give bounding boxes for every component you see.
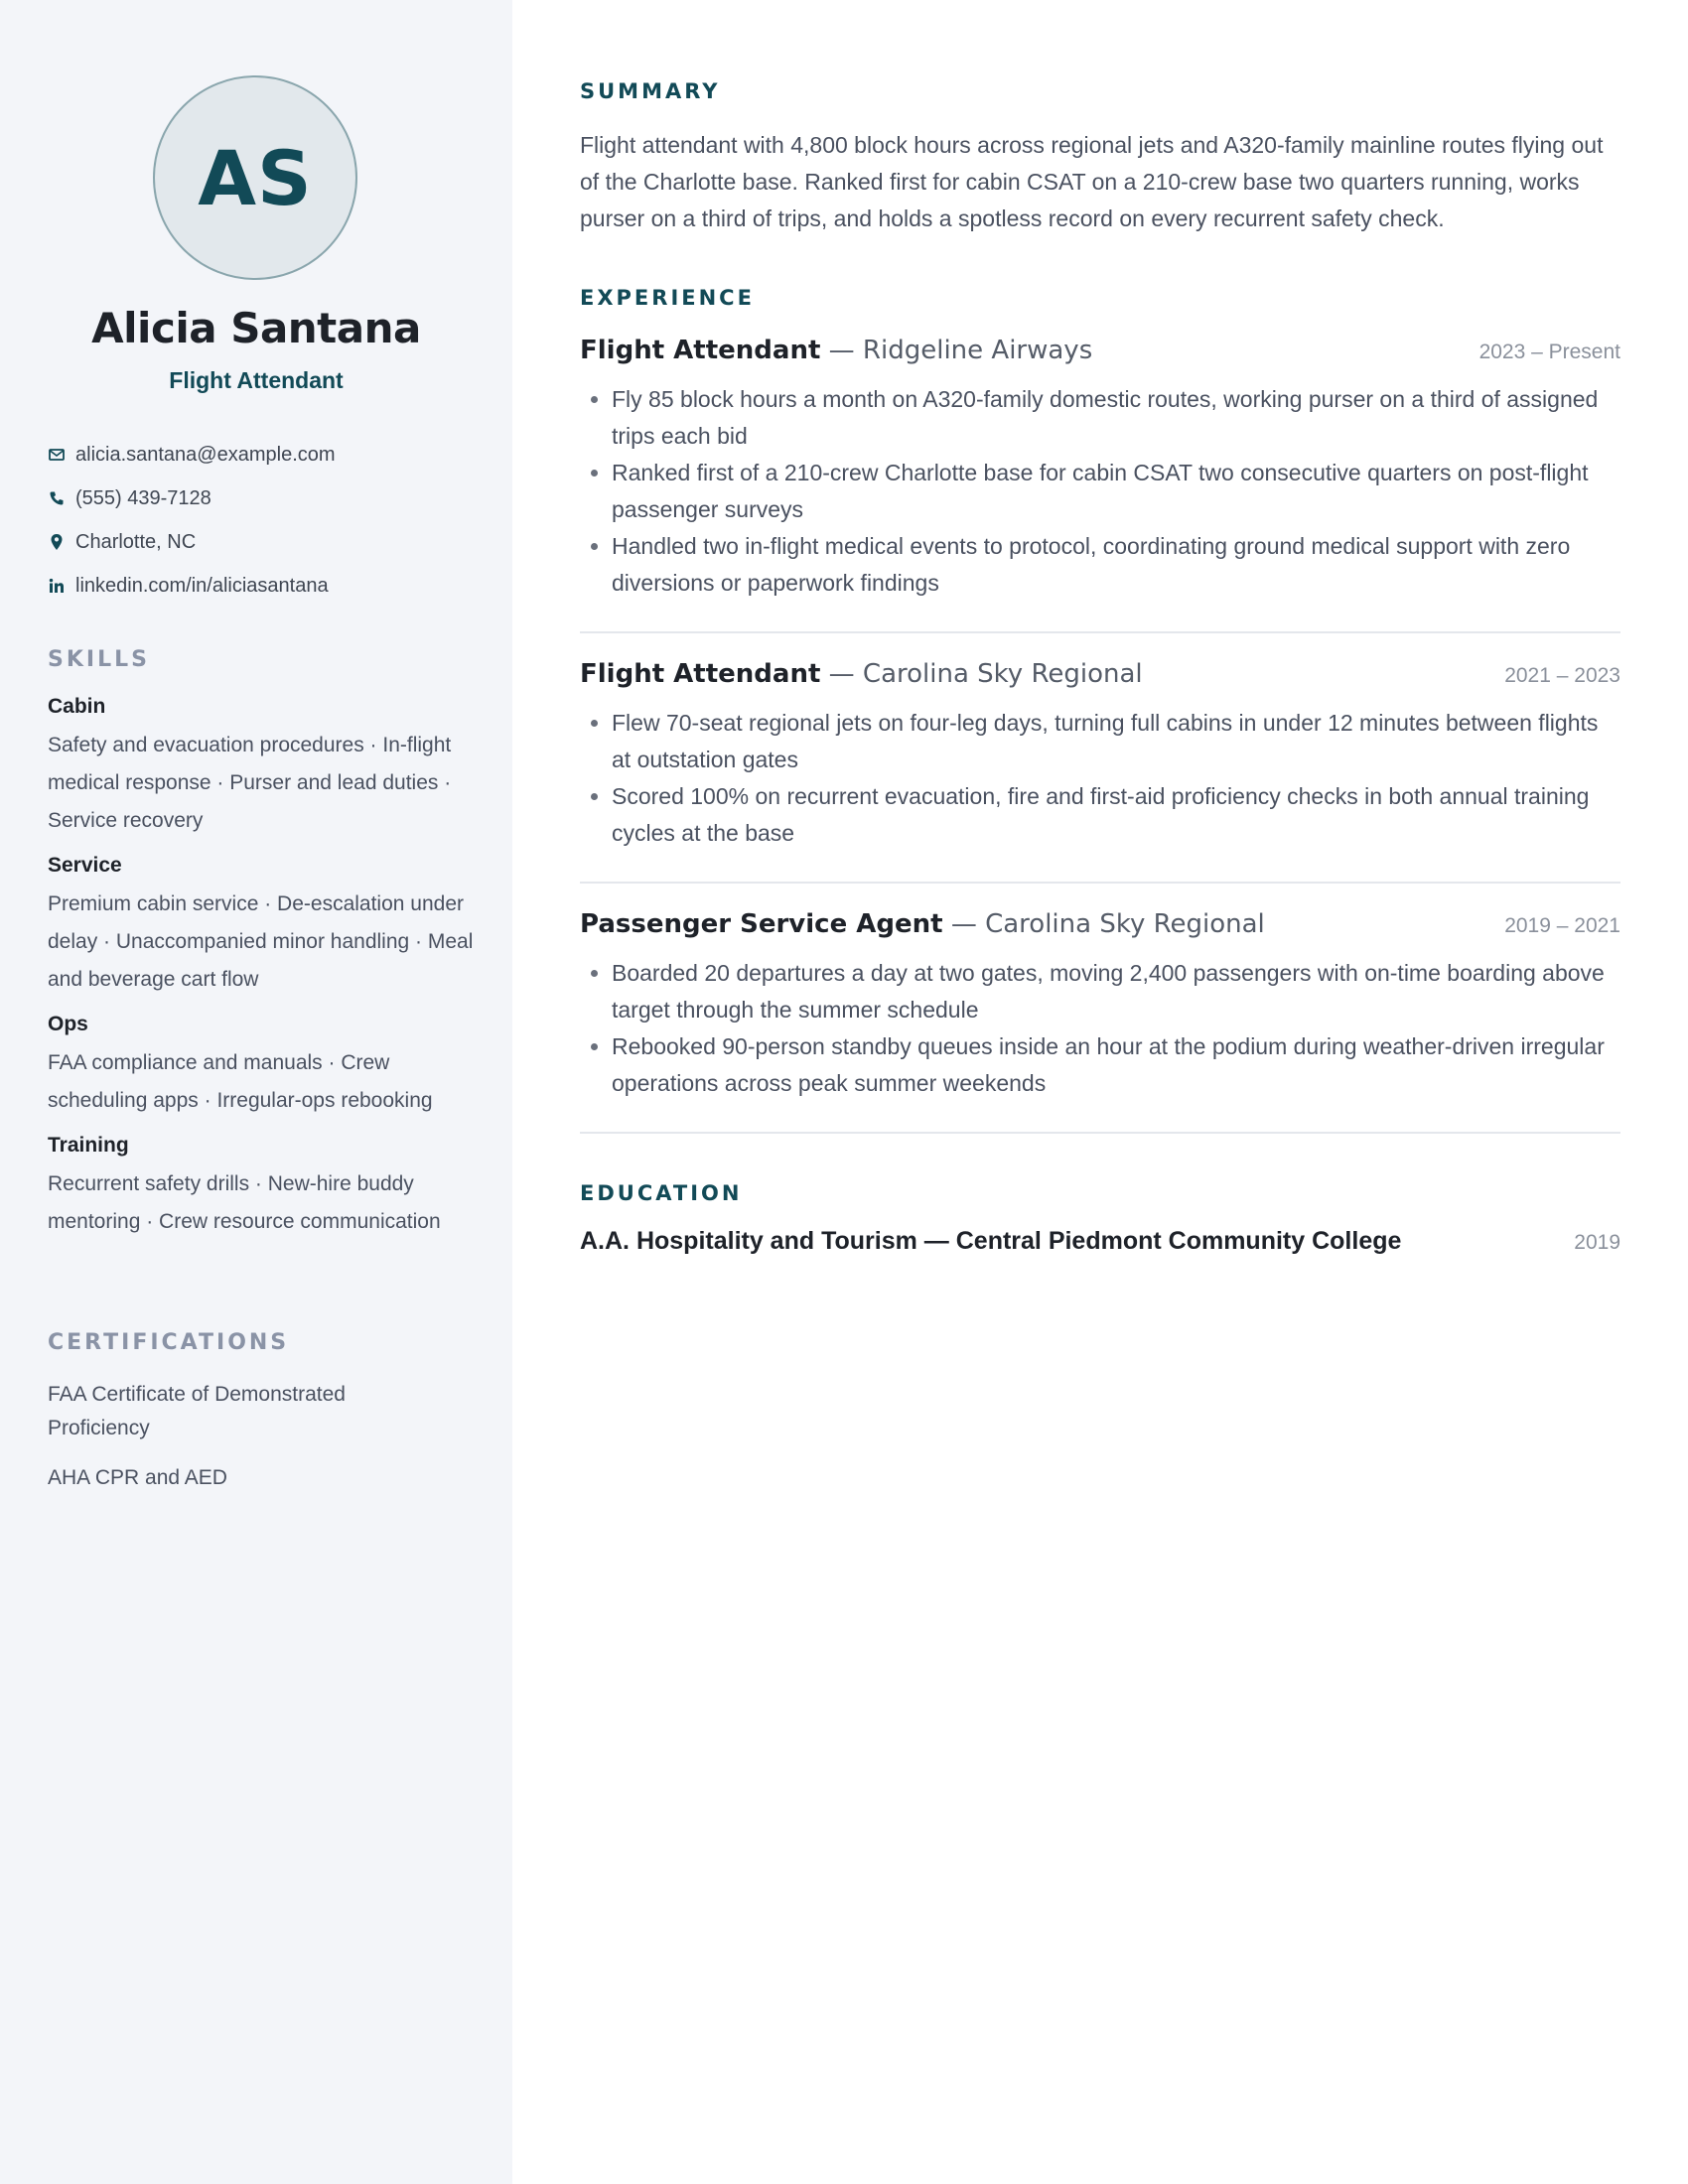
job-bullet: • Flew 70-seat regional jets on four-leg days, turning full cabins in under 12 minutes between flights at outstation gates: [612, 705, 1620, 778]
skill-group: [48, 695, 475, 840]
job-title: Flight Attendant: [580, 336, 821, 365]
job-bullets: [580, 705, 1620, 852]
skill-items: Safety and evacuation procedures · In-flight medical response · Purser and lead duties · Service recovery: [48, 734, 452, 832]
skill-items: Recurrent safety drills · New-hire buddy mentoring · Crew resource communication: [48, 1172, 441, 1233]
candidate-name: Alicia Santana: [91, 304, 421, 352]
certification-item: AHA CPR and AED: [48, 1466, 227, 1489]
skills-heading: SKILLS: [48, 647, 150, 672]
skill-group: [48, 1013, 475, 1120]
job-bullet: • Fly 85 block hours a month on A320-family domestic routes, working purser on a third of assigned trips each bid: [612, 381, 1620, 455]
phone-icon: [48, 489, 66, 507]
job-dates: 2021 – 2023: [1504, 664, 1620, 687]
job-bullet: • Boarded 20 departures a day at two gates, moving 2,400 passengers with on-time boarding above target through the summer schedule: [612, 955, 1620, 1028]
summary-text: Flight attendant with 4,800 block hours across regional jets and A320-family mainline routes flying out of the Charlotte base. Ranked first for cabin CSAT on a 210-crew base two quarters running, works purser on a third of trips, and holds a spotless record on every recurrent safety check.: [580, 132, 1604, 231]
job-bullet: • Scored 100% on recurrent evacuation, fire and first-aid proficiency checks in both annual training cycles at the base: [612, 778, 1620, 852]
section-divider: [580, 1132, 1620, 1134]
contact-linkedin[interactable]: [48, 564, 336, 608]
avatar: [153, 75, 357, 280]
certification-item: FAA Certificate of Demonstrated Proficiency: [48, 1383, 346, 1439]
job-company: — Ridgeline Airways: [820, 336, 1093, 365]
education-degree: A.A. Hospitality and Tourism — Central Piedmont Community College: [580, 1227, 1402, 1255]
job-company: — Carolina Sky Regional: [942, 909, 1265, 939]
contact-phone-text: (555) 439-7128: [75, 486, 211, 509]
job-entry: [580, 659, 1620, 852]
job-bullets: [580, 381, 1620, 602]
sidebar: [0, 0, 512, 2184]
job-header: [580, 336, 1620, 373]
skill-group: [48, 854, 475, 999]
education-entry: [580, 1227, 1620, 1256]
candidate-role: Flight Attendant: [169, 367, 344, 393]
skill-category: Service: [48, 854, 122, 877]
skill-items: FAA compliance and manuals · Crew scheduling apps · Irregular-ops rebooking: [48, 1051, 433, 1112]
job-dates: 2023 – Present: [1478, 341, 1620, 363]
job-bullets: [580, 955, 1620, 1102]
job-entry: [580, 336, 1620, 602]
contact-phone[interactable]: [48, 477, 336, 520]
contact-linkedin-text: linkedin.com/in/aliciasantana: [75, 574, 329, 597]
job-entry: [580, 909, 1620, 1102]
skill-category: Ops: [48, 1013, 88, 1035]
mail-icon: [48, 446, 66, 464]
contact-location: [48, 520, 336, 564]
skill-group: [48, 1134, 475, 1241]
skill-category: Cabin: [48, 695, 106, 718]
contact-email-text: alicia.santana@example.com: [75, 443, 336, 466]
education-heading: EDUCATION: [580, 1181, 743, 1205]
avatar-initials: AS: [198, 133, 313, 222]
skill-category: Training: [48, 1134, 129, 1157]
section-divider: [580, 631, 1620, 633]
certifications-section: [48, 1378, 445, 1511]
job-title: Flight Attendant: [580, 659, 821, 689]
contact-list: [48, 433, 336, 608]
job-dates: 2019 – 2021: [1504, 914, 1620, 937]
job-header: [580, 659, 1620, 697]
section-divider: [580, 882, 1620, 884]
job-title: Passenger Service Agent: [580, 909, 943, 939]
skills-section: [48, 695, 475, 1255]
job-company: — Carolina Sky Regional: [820, 659, 1143, 689]
location-pin-icon: [48, 533, 66, 551]
skill-items: Premium cabin service · De-escalation under delay · Unaccompanied minor handling · Meal and beverage cart flow: [48, 892, 474, 991]
contact-email[interactable]: [48, 433, 336, 477]
contact-location-text: Charlotte, NC: [75, 530, 197, 553]
job-bullet: • Ranked first of a 210-crew Charlotte base for cabin CSAT two consecutive quarters on post-flight passenger surveys: [612, 455, 1620, 528]
summary-heading: SUMMARY: [580, 79, 721, 103]
job-bullet: • Handled two in-flight medical events to protocol, coordinating ground medical support with zero diversions or paperwork findings: [612, 528, 1620, 602]
linkedin-icon: [48, 577, 66, 595]
certifications-heading: CERTIFICATIONS: [48, 1330, 290, 1355]
job-header: [580, 909, 1620, 947]
experience-heading: EXPERIENCE: [580, 286, 755, 310]
job-bullet: • Rebooked 90-person standby queues inside an hour at the podium during weather-driven irregular operations across peak summer weekends: [612, 1028, 1620, 1102]
education-year: 2019: [1574, 1231, 1620, 1254]
